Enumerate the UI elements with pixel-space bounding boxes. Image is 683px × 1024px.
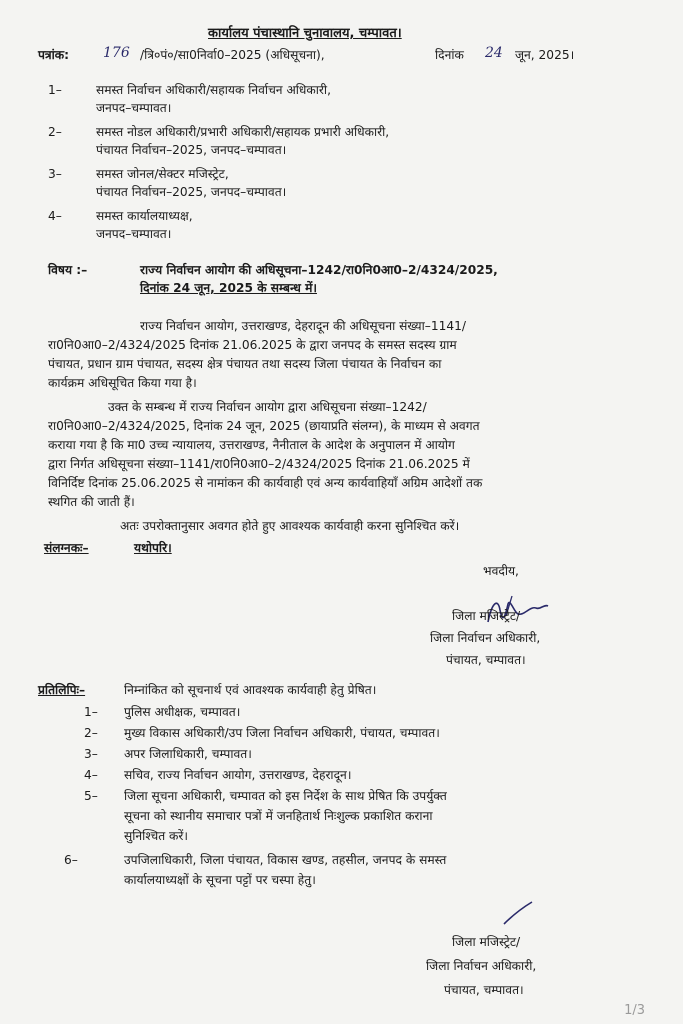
signature-line: जिला मजिस्ट्रेट/ [452,935,521,949]
body-line: कराया गया है कि मा0 उच्च न्यायालय, उत्तराखण्ड, नैनीताल के आदेश के अनुपालन में आयोग [48,438,455,452]
recipient-line: जनपद–चम्पावत। [96,101,172,115]
copy-item-line: मुख्य विकास अधिकारी/उप जिला निर्वाचन अधिकारी, पंचायत, चम्पावत। [124,726,440,740]
recipient-line: जनपद–चम्पावत। [96,227,172,241]
body-line: पंचायत, प्रधान ग्राम पंचायत, सदस्य क्षेत्र पंचायत तथा सदस्य जिला पंचायत के निर्वाचन का [48,357,442,371]
enclosure-label: संलग्नकः– [44,541,89,555]
copy-item-line: उपजिलाधिकारी, जिला पंचायत, विकास खण्ड, तहसील, जनपद के समस्त [124,853,447,867]
body-line: उक्त के सम्बन्ध में राज्य निर्वाचन आयोग द्वारा अधिसूचना संख्या–1242/ [108,400,427,414]
copy-item-number: 3– [84,747,98,761]
body-line: राज्य निर्वाचन आयोग, उत्तराखण्ड, देहरादून की अधिसूचना संख्या–1141/ [140,319,466,333]
office-title: कार्यालय पंचास्थानि चुनावालय, चम्पावत। [208,26,402,41]
ref-label: पत्रांक: [38,48,70,62]
copy-item-line: कार्यालयाध्यक्षों के सूचना पट्टों पर चस्पा हेतु। [124,873,316,887]
recipient-number: 3– [48,167,62,181]
copy-item-number: 6– [64,853,78,867]
recipient-line: पंचायत निर्वाचन–2025, जनपद–चम्पावत। [96,185,287,199]
ref-number-handwritten: 176 [103,45,130,61]
subject-line: राज्य निर्वाचन आयोग की अधिसूचना–1242/रा0नि0आ0–2/4324/2025, [140,263,498,277]
ref-number-rest: /त्रि०पं०/सा0निर्वा0–2025 (अधिसूचना), [140,48,325,62]
copy-item-line: अपर जिलाधिकारी, चम्पावत। [124,747,252,761]
copy-item-number: 2– [84,726,98,740]
copy-item-line: जिला सूचना अधिकारी, चम्पावत को इस निर्देश के साथ प्रेषित कि उपर्युक्त [124,789,447,803]
copy-item-line: पुलिस अधीक्षक, चम्पावत। [124,705,241,719]
recipient-line: पंचायत निर्वाचन–2025, जनपद–चम्पावत। [96,143,287,157]
body-line: विनिर्दिष्ट दिनांक 25.06.2025 से नामांकन की कार्यवाही एवं अन्य कार्यवाहियॉं अग्रिम आदेशों तक [48,476,483,490]
signature-line: जिला निर्वाचन अधिकारी, [430,631,541,645]
copy-item-line: सुनिश्चित करें। [124,829,189,843]
enclosure-value: यथोपरि। [134,541,172,555]
subject-label: विषय :– [48,263,88,277]
recipient-number: 4– [48,209,62,223]
body-line: रा0नि0आ0–2/4324/2025 दिनांक 21.06.2025 के द्वारा जनपद के समस्त सदस्य ग्राम [48,338,457,352]
recipient-line: समस्त कार्यालयाध्यक्ष, [96,209,193,223]
signature-mark [500,900,540,926]
signature-line: जिला निर्वाचन अधिकारी, [426,959,537,973]
body-paragraph-3: अतः उपरोक्तानुसार अवगत होते हुए आवश्यक कार्यवाही करना सुनिश्चित करें। [120,519,460,533]
page-indicator: 1/3 [624,1003,645,1018]
date-day-handwritten: 24 [485,45,503,61]
body-line: रा0नि0आ0–2/4324/2025, दिनांक 24 जून, 2025 (छायाप्रति संलग्न), के माध्यम से अवगत [48,419,480,433]
body-line: कार्यक्रम अधिसूचित किया गया है। [48,376,197,390]
body-line: द्वारा निर्गत अधिसूचना संख्या–1141/रा0नि0आ0–2/4324/2025 दिनांक 21.06.2025 में [48,457,470,471]
recipient-line: समस्त जोनल/सेक्टर मजिस्ट्रेट, [96,167,229,181]
salutation: भवदीय, [483,564,519,578]
signature-icon [500,900,540,926]
copy-item-number: 4– [84,768,98,782]
date-rest: जून, 2025। [515,48,575,62]
recipient-line: समस्त नोडल अधिकारी/प्रभारी अधिकारी/सहायक प्रभारी अधिकारी, [96,125,390,139]
recipient-number: 1– [48,83,62,97]
copy-intro: निम्नांकित को सूचनार्थ एवं आवश्यक कार्यवाही हेतु प्रेषित। [124,683,377,697]
recipient-number: 2– [48,125,62,139]
body-line: स्थगित की जाती हैं। [48,495,135,509]
signature-line: पंचायत, चम्पावत। [446,653,526,667]
copy-label: प्रतिलिपिः– [38,683,86,697]
copy-item-line: सचिव, राज्य निर्वाचन आयोग, उत्तराखण्ड, देहरादून। [124,768,352,782]
recipient-line: समस्त निर्वाचन अधिकारी/सहायक निर्वाचन अधिकारी, [96,83,331,97]
copy-item-number: 1– [84,705,98,719]
signature-line: जिला मजिस्ट्रेट/ [452,609,521,623]
subject-line: दिनांक 24 जून, 2025 के सम्बन्ध में। [140,281,317,295]
signature-line: पंचायत, चम्पावत। [444,983,524,997]
copy-item-number: 5– [84,789,98,803]
date-label: दिनांक [435,48,464,62]
copy-item-line: सूचना को स्थानीय समाचार पत्रों में जनहितार्थ निःशुल्क प्रकाशित कराना [124,809,433,823]
